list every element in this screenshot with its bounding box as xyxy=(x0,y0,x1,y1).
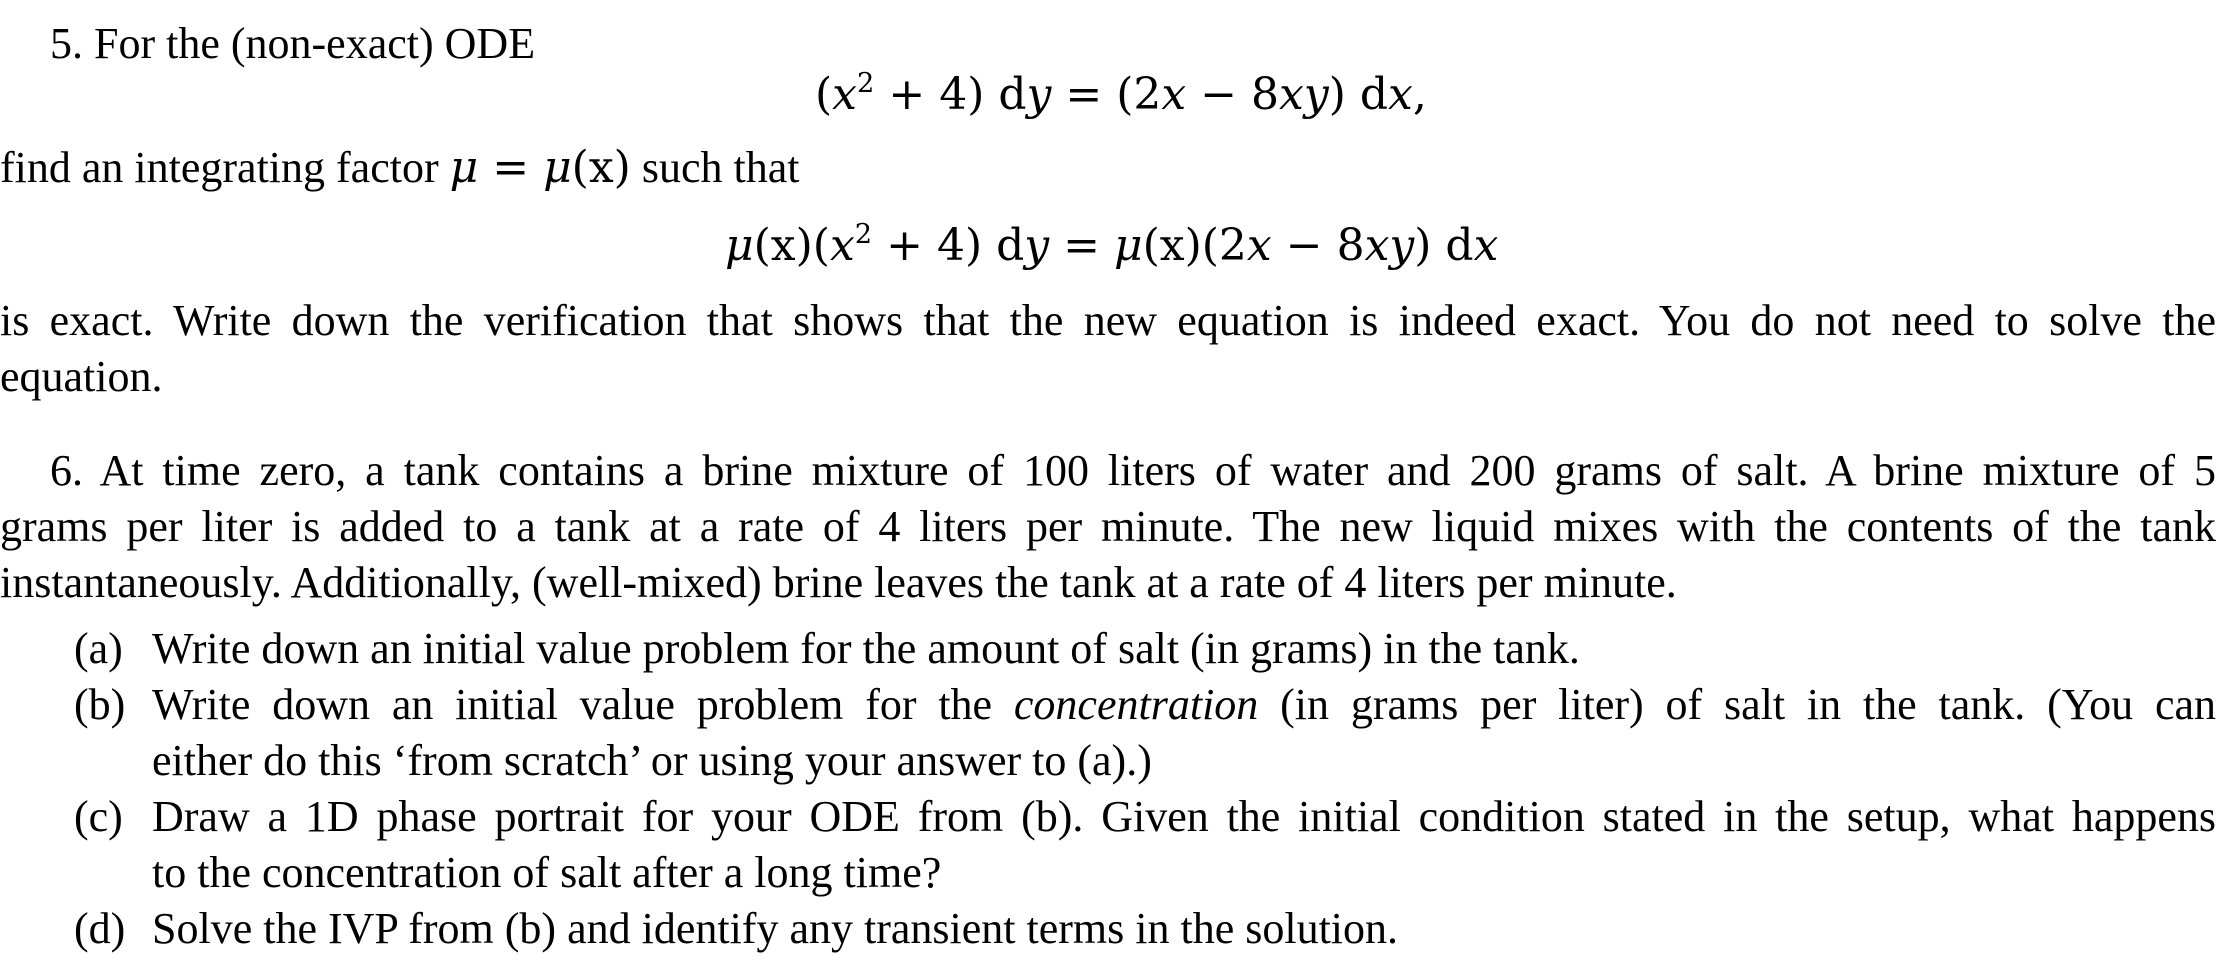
item-d-text: Solve the IVP from (b) and identify any transient terms in the solution. xyxy=(152,904,1399,953)
problem-6-line-3: instantaneously. Additionally, (well-mixed) brine leaves the tank at a rate of 4 liters per minute. xyxy=(0,558,1677,607)
problem-6-line-1: 6. At time zero, a tank contains a brine mixture of 100 liters of water and 200 grams of salt. A brine mixture of 5 xyxy=(50,446,2216,495)
problem-5-intro: 5. For the (non-exact) ODE xyxy=(50,19,536,68)
item-b-text-line-1: Write down an initial value problem for the concentration (in grams per liter) of salt in the tank. (You can xyxy=(152,680,2216,729)
item-c-label: (c) xyxy=(74,792,123,841)
mu-definition: μ = μ(x) xyxy=(449,142,631,193)
item-d-label: (d) xyxy=(74,904,126,953)
exact-statement-line-2: equation. xyxy=(0,352,163,401)
item-a-label: (a) xyxy=(74,624,123,673)
equation-2: $\mu(x)(x^2 + 4)$ dy = μ(x)(2x − 8xy) dx xyxy=(725,219,1499,271)
problem-6-line-2: grams per liter is added to a tank at a rate of 4 liters per minute. The new liquid mixes with the contents of the tank xyxy=(0,502,2216,551)
item-b-text-line-2: either do this ‘from scratch’ or using your answer to (a).) xyxy=(152,736,1152,785)
integrating-factor-sentence: find an integrating factor μ = μ(x) such that xyxy=(0,142,800,193)
exact-statement-line-1: is exact. Write down the verification that shows that the new equation is indeed exact. You do not need to solve the xyxy=(0,296,2216,345)
item-b-label: (b) xyxy=(74,680,126,729)
item-a-text: Write down an initial value problem for the amount of salt (in grams) in the tank. xyxy=(152,624,1580,673)
item-c-text-line-2: to the concentration of salt after a long time? xyxy=(152,848,942,897)
item-c-text-line-1: Draw a 1D phase portrait for your ODE from (b). Given the initial condition stated in the setup, what happens xyxy=(152,792,2216,841)
equation-1: $(x^2 + 4)$ dy = (2x − 8xy) dx, xyxy=(815,68,1427,120)
